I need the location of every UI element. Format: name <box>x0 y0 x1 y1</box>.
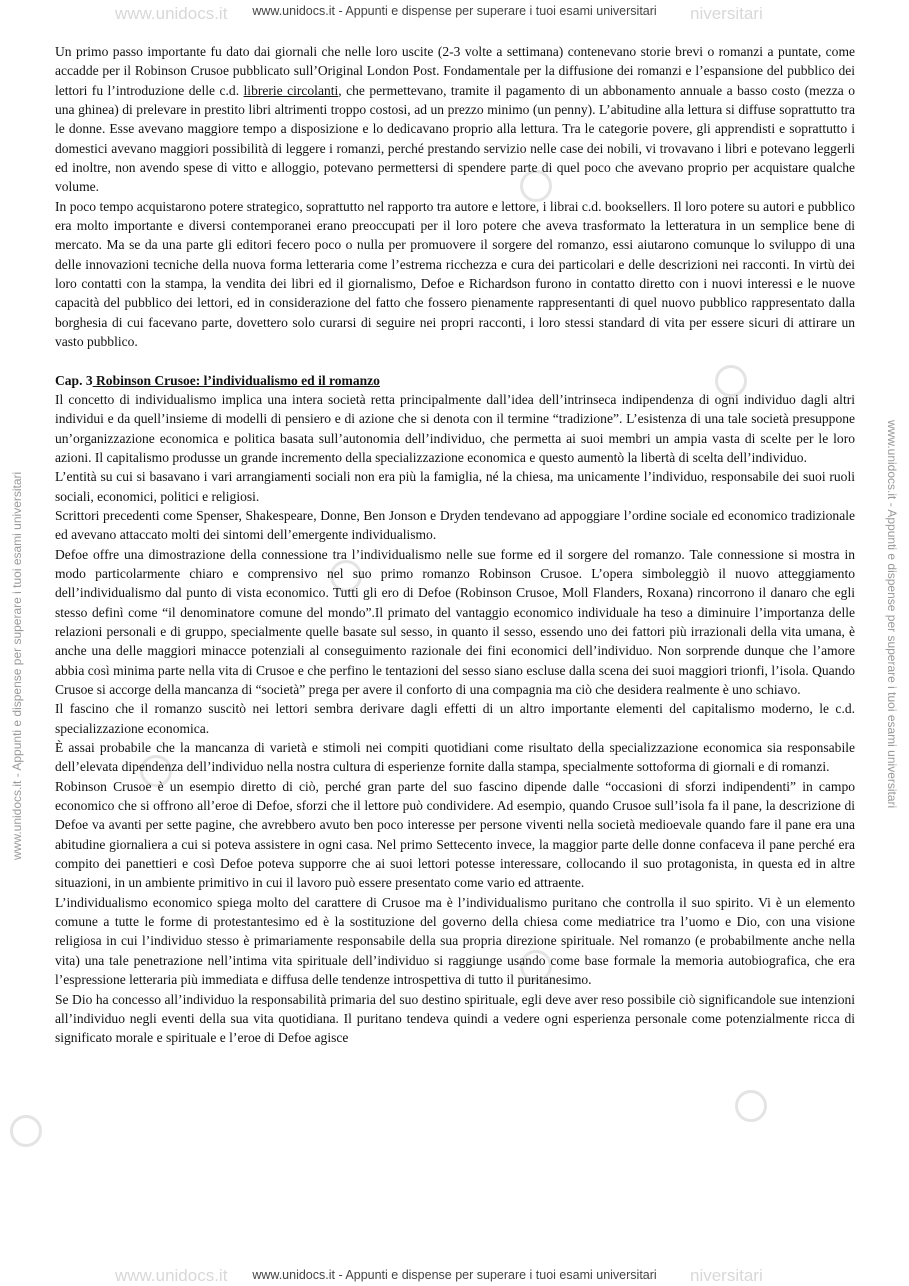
paragraph: È assai probabile che la mancanza di varietà e stimoli nei compiti quotidiani come risultato della specializzazione economica sia responsabile dell’elevata dipendenza dell’individuo nella nostra cultura di esperienze fornite dalla stampa, specialmente sottoforma di giornali e di romanzi. <box>55 740 855 775</box>
faint-watermark-text: niversitari <box>690 4 763 23</box>
paragraph: Defoe offre una dimostrazione della connessione tra l’individualismo nelle sue forme ed il sorgere del romanzo. Tale connessione si mostra in modo particolarmente chiaro e comprensivo nel suo primo romanzo Robinson Crusoe. L’opera simboleggiò il nuovo atteggiamento dell’individualismo dal punto di vista economico. Tutti gli ero di Defoe (Robinson Crusoe, Moll Flanders, Roxana) rincorrono il danaro che egli stesso definì come “il denominatore comune del mondo”.Il primato del vantaggio economico individuale ha teso a diminuire l’importanza delle relazioni personali e di gruppo, specialmente quelle basate sul sesso, in quanto il sesso, essendo uno dei fattori più irrazionali della vita umana, è anche una delle maggiori minacce potenziali al conseguimento razionale dei fini economici dell’individuo. Non sorprende dunque che l’amore abbia così minima parte nella vita di Crusoe e che perfino le tentazioni del sesso siano escluse dalla scena dei suoi maggiori trionfi, l’isola. Quando Crusoe si accorge della mancanza di “società” prega per avere il conforto di una compagnia ma ciò che desidera realmente è uno schiavo. <box>55 546 855 697</box>
side-watermark-right: www.unidocs.it - Appunti e dispense per superare i tuoi esami universitari <box>885 420 899 809</box>
paragraph: Robinson Crusoe è un esempio diretto di ciò, perché gran parte del suo fascino dipende dalle “occasioni di sforzi indipendenti” in campo economico che si offrono all’eroe di Defoe, sforzi che il lettore può condividere. Ad esempio, quando Crusoe sull’isola fa il pane, la descrizione di Defoe va avanti per sette pagine, che avrebbero avuto ben poco interesse per persone viventi nella società medioevale quando fare il pane era una abitudine giornaliera a cui si poteva assistere in ogni casa. Nel primo Settecento invece, la maggior parte delle donne confaceva il pane perché era compito dei panettieri e così Defoe poteva supporre che ai suoi lettori potesse interessare, collocando il suo protagonista, in questa ed in altre situazioni, in un ambiente primitivo in cui il lavoro può essere presentato come vario ed attraente. <box>55 778 855 891</box>
paragraph: Il concetto di individualismo implica una intera società retta principalmente dall’idea dell’intrinseca indipendenza di ogni individuo dagli altri individui e da quell’insieme di modelli di pensiero e di azione che si denota con il termine “tradizione”. L’esistenza di una tale società presuppone un’organizzazione economica e politica basata sull’autonomia dell’individuo, che permetta ai suoi membri un ampia vasta di scelte per le loro azioni. Il capitalismo produsse un grande incremento della specializzazione economica e questo aumentò la libertà di scelta dell’individuo. <box>55 391 855 465</box>
header-watermark: www.unidocs.it - Appunti e dispense per superare i tuoi esami universitari <box>252 4 657 18</box>
document-body <box>55 42 855 1048</box>
paragraph: L’individualismo economico spiega molto del carattere di Crusoe ma è l’individualismo puritano che controlla il suo spirito. Vi è un elemento comune a tutte le forme di protestantesimo ed è la sostituzione del governo della chiesa come mediatrice tra l’uomo e Dio, con una visione religiosa in cui l’individuo stesso è primariamente responsabile della sua propria direzione spirituale. Nel romanzo (e probabilmente anche nella vita) una tale penetrazione nell’intima vita spirituale dell’individuo si raggiunge usando come base formale la memoria autobiografica, che era l’espressione letteraria più immediata e diffusa delle tendenze introspettiva di tutto il puritanesimo. <box>55 894 855 988</box>
paragraph: Il fascino che il romanzo suscitò nei lettori sembra derivare dagli effetti di un altro importante elementi del capitalismo moderno, le c.d. specializzazione economica. <box>55 701 855 736</box>
paragraph-text: Un primo passo importante fu dato dai giornali che nelle loro uscite (2-3 volte a settimana) contenevano storie brevi o romanzi a puntate, come accadde per il Robinson Crusoe pubblicato sull’Original London Post. Fondamentale per la diffusione dei romanzi e l’espansione del pubblico dei lettori fu l’introduzione delle c.d. <box>55 44 855 98</box>
faint-watermark-text: www.unidocs.it <box>115 1266 228 1285</box>
watermark-logo-icon <box>10 1115 42 1147</box>
chapter-title: Robinson Crusoe: l’individualismo ed il romanzo <box>92 372 380 388</box>
paragraph: Scrittori precedenti come Spenser, Shakespeare, Donne, Ben Jonson e Dryden tendevano ad appoggiare l’ordine sociale ed economico tradizionale ed avevano attaccato molti dei sintomi dell’emergente individualismo. <box>55 507 855 543</box>
paragraph <box>55 42 855 197</box>
faint-watermark-text: www.unidocs.it <box>115 4 228 23</box>
watermark-logo-icon <box>735 1090 767 1122</box>
paragraph: In poco tempo acquistarono potere strategico, soprattutto nel rapporto tra autore e lettore, i librai c.d. booksellers. Il loro potere su autori e pubblico era molto importante e diversi contemporanei erano preoccupati per il loro potere che aveva trasformato la letteratura in un semplice bene di mercato. Ma se da una parte gli editori fecero poco o nulla per promuovere il sorgere del romanzo, essi aiutarono comunque lo sviluppo di una delle innovazioni tecniche della nuova forma letteraria come l’estrema ricchezza e cura dei particolari e delle descrizioni nei racconti. In virtù dei loro contatti con la stampa, la vendita dei libri ed il giornalismo, Defoe e Richardson furono in contatto diretto con i nuovi interessi e le nuove capacità del pubblico dei lettori, ed in considerazione del fatto che fossero pienamente rappresentanti di quel nuovo pubblico rappresentato dalla borghesia di cui facevano parte, dovettero solo curarsi di seguire nei propri racconti, i loro stessi standard di vita per essere sicuri di attirare un vasto pubblico. <box>55 198 855 350</box>
chapter-label: Cap. 3 <box>55 372 93 388</box>
librerie-circolanti-term: librerie circolanti <box>243 82 339 98</box>
paragraph-text: , che permettevano, tramite il pagamento di un abbonamento annuale a basso costo (mezza o una ghinea) di prelevare in prestito libri altrimenti troppo costosi, ad un prezzo minimo (un penny). L’abitudine alla lettura si diffuse soprattutto tra le donne. Esse avevano maggiore tempo a disposizione e lo dedicavano proprio alla lettura. Tra le categorie povere, gli apprendisti e soprattutto i domestici avevano maggiori possibilità di leggere i romanzi, perché prestando servizio nelle case dei nobili, vi trovavano i libri e potevano leggerli ed inoltre, non avendo spese di vitto e alloggio, potevano permettersi di spendere parte di quel poco che avevano proprio per acquistare qualche volume. <box>55 82 855 195</box>
paragraph: Se Dio ha concesso all’individuo la responsabilità primaria del suo destino spirituale, egli deve aver reso possibile ciò significandole sue intenzioni all’individuo negli eventi della sua vita quotidiana. Il puritano tendeva quindi a vedere ogni esperienza personale come potenzialmente ricca di significato morale e spirituale e l’eroe di Defoe agisce <box>55 991 855 1046</box>
paragraph: L’entità su cui si basavano i vari arrangiamenti sociali non era più la famiglia, né la chiesa, ma unicamente l’individuo, responsabile dei suoi ruoli sociali, economici, politici e religiosi. <box>55 469 855 504</box>
footer-watermark: www.unidocs.it - Appunti e dispense per superare i tuoi esami universitari <box>252 1268 657 1282</box>
side-watermark-left: www.unidocs.it - Appunti e dispense per superare i tuoi esami universitari <box>10 471 24 860</box>
faint-watermark-text: niversitari <box>690 1266 763 1285</box>
chapter-heading <box>55 371 855 390</box>
